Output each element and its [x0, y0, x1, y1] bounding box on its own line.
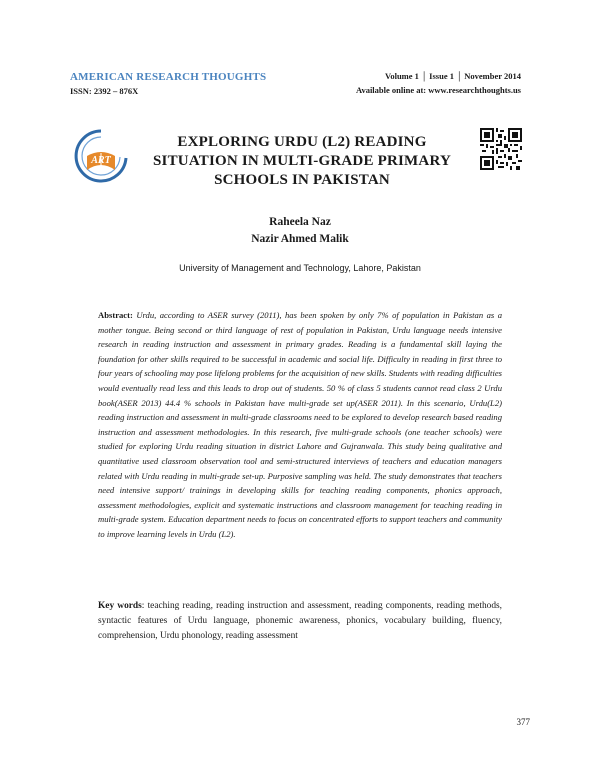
- paper-title: EXPLORING URDU (L2) READING SITUATION IN MULTI-GRADE PRIMARY SCHOOLS IN PAKISTAN: [153, 134, 451, 188]
- page-number: 377: [516, 717, 530, 727]
- journal-logo: [71, 126, 131, 186]
- journal-name: AMERICAN RESEARCH THOUGHTS: [70, 71, 267, 83]
- abstract-text: Urdu, according to ASER survey (2011), has been spoken by only 7% of population in Pakistan as a mother tongue. Being second or third language of rest of population in Pakistan, Urdu language needs intensive research in reading instruction and assessment in primary grades. Reading is a fundamental skill laying the foundation for other skills required to be successful in academic and social life. Difficulty in reading in first three to four years of schooling may pose lifelong problems for the acquisition of new skills. Students with reading difficulties would eventually read less and this leads to drop out of students. 50 % of class 5 students cannot read class 2 Urdu book(ASER 2013) 44.4 % schools in Pakistan have multi-grade set up(ASER 2011). In this scenario, Urdu(L2) reading instruction and assessment in multi-grade classrooms need to be explored to develop research based reading instruction and assessment methodologies. In this research, five multi-grade schools (one teacher schools) were studied for exploring Urdu reading situation in district Lahore and Gujranwala. This study being qualitative and quantitative used classroom observation tool and semi-structured interviews of teachers and education managers related with Urdu reading in multi-grade set-up. Purposive sampling was held. The study demonstrates that teachers need intensive support/ trainings in developing skills for teaching reading components, phonics approach, assessment methodologies, explicit and systematic instructions and classroom management for teaching reading in multi-grade system. Education department needs to focus on concentrated efforts to support teachers and community to improve learning levels in Urdu (L2).: [98, 310, 502, 539]
- abstract-label: Abstract:: [98, 310, 133, 320]
- abstract: [98, 308, 502, 542]
- online-availability: Available online at: www.researchthoughts.us: [355, 85, 521, 95]
- author-name: Raheela Naz: [269, 216, 331, 228]
- affiliation: University of Management and Technology, Lahore, Pakistan: [179, 263, 421, 273]
- keywords-text: : teaching reading, reading instruction and assessment, reading components, reading methods, syntactic features of Urdu language, phonemic awareness, phonics, vocabulary building, fluency, comprehension, Urdu phonology, reading assessment: [98, 601, 502, 641]
- keywords-label: Key words: [98, 601, 142, 611]
- volume-issue-line: Volume 1 │ Issue 1 │ November 2014: [384, 71, 521, 81]
- keywords: [98, 599, 502, 644]
- author-name: Nazir Ahmed Malik: [251, 233, 349, 245]
- logo-text: ART: [91, 155, 111, 166]
- qr-code: [480, 128, 522, 170]
- issn: ISSN: 2392 – 876X: [70, 86, 139, 96]
